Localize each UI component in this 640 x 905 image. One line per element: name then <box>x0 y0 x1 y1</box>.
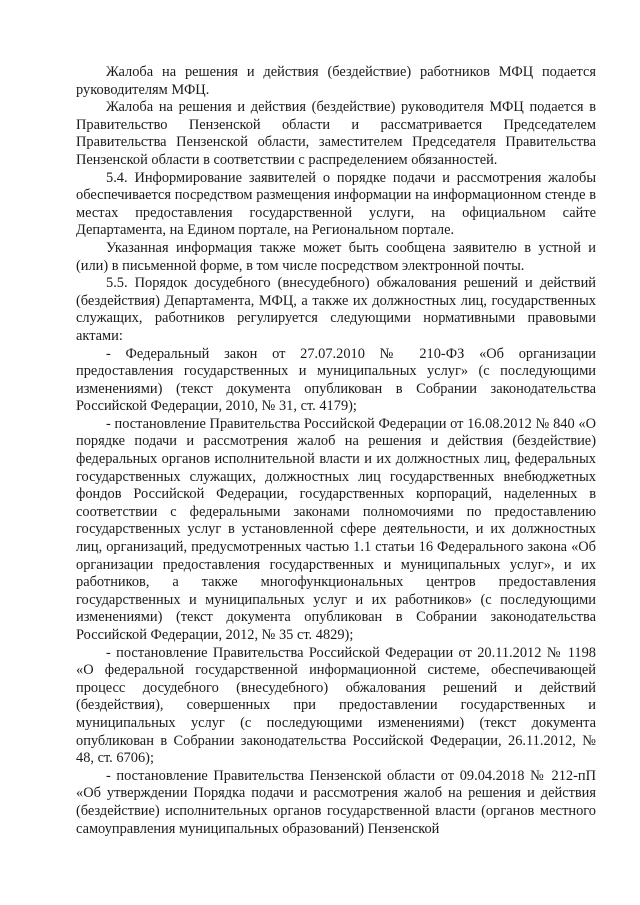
list-item-resolution-212-pp: - постановление Правительства Пензенской области от 09.04.2018 № 212-пП «Об утверждении Порядка подачи и рассмотрения жалоб на решения и действия (бездействие) исполнительных органов государственной власти (органов местного самоуправления муниципальных образований) Пензенской <box>76 767 596 837</box>
paragraph-5-5-appeal-order: 5.5. Порядок досудебного (внесудебного) обжалования решений и действий (бездействия) Департамента, МФЦ, а также их должностных лиц, государственных служащих, работников регулируется следующими нормативными правовыми актами: <box>76 275 596 344</box>
list-item-resolution-840: - постановление Правительства Российской Федерации от 16.08.2012 № 840 «О порядке подачи и рассмотрения жалоб на решения и действия (бездействие) федеральных органов исполнительной власти и их должностных лиц, федеральных государственных служащих, должностных лиц государственных внебюджетных фондов Российской Федерации, государственных корпораций, наделенных в соответствии с федеральными законами полномочиями по предоставлению государственных услуг в установленной сфере деятельности, и их должностных лиц, организаций, предусмотренных частью 1.1 статьи 16 Федерального закона «Об организации предоставления государственных и муниципальных услуг», и их работников, а также многофункциональных центров предоставления государственных и муниципальных услуг и их работников» (с последующими изменениями) (текст документа опубликован в Собрании законодательства Российской Федерации, 2012, № 35 ст. 4829); <box>76 415 596 643</box>
document-body <box>76 64 596 838</box>
paragraph-5-4-informing: 5.4. Информирование заявителей о порядке подачи и рассмотрения жалобы обеспечивается посредством размещения информации на информационном стенде в местах предоставления государственной услуги, на официальном сайте Департамента, на Едином портале, на Региональном портале. <box>76 169 596 239</box>
paragraph-info-oral-written: Указанная информация также может быть сообщена заявителю в устной и (или) в письменной форме, в том числе посредством электронной почты. <box>76 239 596 274</box>
list-item-resolution-1198: - постановление Правительства Российской Федерации от 20.11.2012 № 1198 «О федеральной государственной информационной системе, обеспечивающей процесс досудебного (внесудебного) обжалования решений и действий (бездействия), совершенных при предоставлении государственных и муниципальных услуг (с последующими изменениями) (текст документа опубликован в Собрании законодательства Российской Федерации, 26.11.2012, № 48, ст. 6706); <box>76 644 596 767</box>
paragraph-complaint-mfc-workers: Жалоба на решения и действия (бездействие) работников МФЦ подается руководителям МФЦ. <box>76 64 596 98</box>
paragraph-complaint-mfc-head: Жалоба на решения и действия (бездействие) руководителя МФЦ подается в Правительство Пензенской области и рассматривается Председателем Правительства Пензенской области, заместителем Председателя Правительства Пензенской области в соответствии с распределением обязанностей. <box>76 99 596 168</box>
list-item-federal-law-210: - Федеральный закон от 27.07.2010 № 210-ФЗ «Об организации предоставления государственных и муниципальных услуг» (с последующими изменениями) (текст документа опубликован в Собрании законодательства Российской Федерации, 2010, № 31, ст. 4179); <box>76 345 596 415</box>
